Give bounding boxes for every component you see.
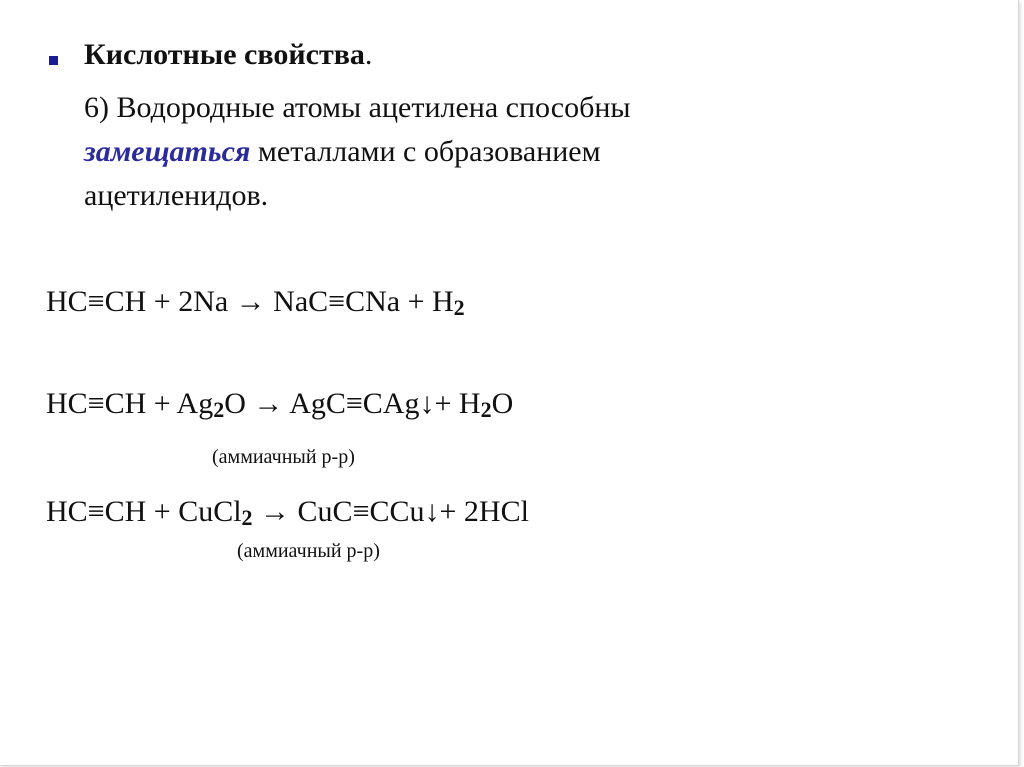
description-paragraph [84,86,844,218]
emphasis-word: замещаться [84,135,251,168]
equation-2 [46,384,513,424]
paragraph-line-2 [84,130,844,174]
heading-dot: . [364,38,373,71]
slide-heading [84,34,372,76]
equation-2-condition-note: (аммиачный р-р) [212,446,355,468]
equation-2-part-3: O [491,387,514,420]
equation-1-left: HC≡CH + 2Na → [46,285,274,318]
paragraph-line-2-rest: металлами с образованием [250,135,601,168]
equation-2-part-2: O → AgC≡CAg↓+ H [224,387,481,420]
equation-1-subscript: 2 [453,295,465,320]
paragraph-line-3: ацетиленидов. [84,179,269,212]
equation-1-middle: NaC≡CNa + H [273,285,454,318]
bullet-square-icon [49,56,58,65]
equation-3-condition-note: (аммиачный р-р) [237,540,380,562]
equation-3 [46,492,529,532]
equation-2-subscript-2: 2 [480,397,492,422]
equation-3-part-2: → CuC≡CCu↓+ 2HCl [252,495,529,528]
equation-3-subscript-1: 2 [241,505,253,530]
equation-2-part-1: HC≡CH + Ag [46,387,214,420]
equation-2-subscript-1: 2 [213,397,225,422]
paragraph-line-1: 6) Водородные атомы ацетилена способны [84,91,631,124]
equation-1 [46,282,465,322]
equation-3-part-1: HC≡CH + CuCl [46,495,242,528]
heading-text: Кислотные свойства [84,38,365,71]
